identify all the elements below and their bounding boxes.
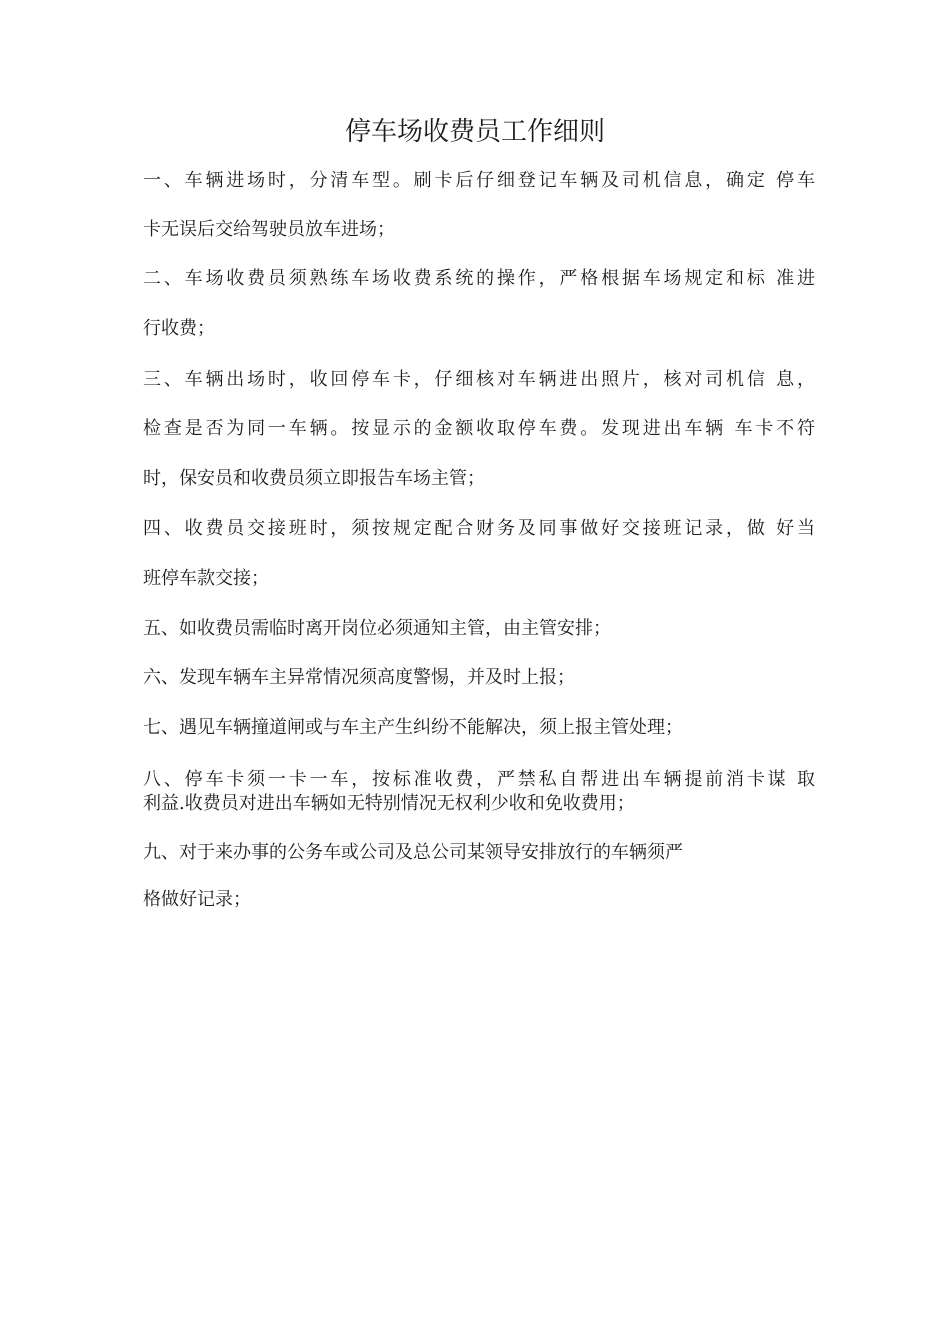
- rule-2-line-1: 二、车场收费员须熟练车场收费系统的操作，严格根据车场规定和标 准进: [143, 268, 815, 289]
- rule-4-line-2: 班停车款交接；: [143, 568, 269, 589]
- rule-3-line-2: 检查是否为同一车辆。按显示的金额收取停车费。发现进出车辆 车卡不符: [143, 418, 815, 439]
- rule-8-line-2: 利益.收费员对进出车辆如无特别情况无权利少收和免收费用；: [143, 793, 635, 814]
- rule-7: 七、遇见车辆撞道闸或与车主产生纠纷不能解决，须上报主管处理；: [143, 717, 683, 738]
- rule-6: 六、发现车辆车主异常情况须高度警惕，并及时上报；: [143, 667, 575, 688]
- rule-1-line-1: 一、车辆进场时，分清车型。刷卡后仔细登记车辆及司机信息，确定 停车: [143, 170, 815, 191]
- rule-2-line-2: 行收费；: [143, 318, 215, 339]
- rule-4-line-1: 四、收费员交接班时，须按规定配合财务及同事做好交接班记录，做 好当: [143, 518, 815, 539]
- rule-8-line-1: 八、停车卡须一卡一车，按标准收费，严禁私自帮进出车辆提前消卡谋 取: [143, 769, 815, 790]
- rule-3-line-3: 时，保安员和收费员须立即报告车场主管；: [143, 468, 485, 489]
- rule-1-line-2: 卡无误后交给驾驶员放车进场；: [143, 219, 395, 240]
- rule-9-line-1: 九、对于来办事的公务车或公司及总公司某领导安排放行的车辆须严: [143, 842, 683, 863]
- rule-9-line-2: 格做好记录；: [143, 889, 251, 910]
- rule-3-line-1: 三、车辆出场时，收回停车卡，仔细核对车辆进出照片，核对司机信 息，: [143, 369, 815, 390]
- document-title: 停车场收费员工作细则: [344, 117, 605, 147]
- rule-5: 五、如收费员需临时离开岗位必须通知主管，由主管安排；: [143, 618, 611, 639]
